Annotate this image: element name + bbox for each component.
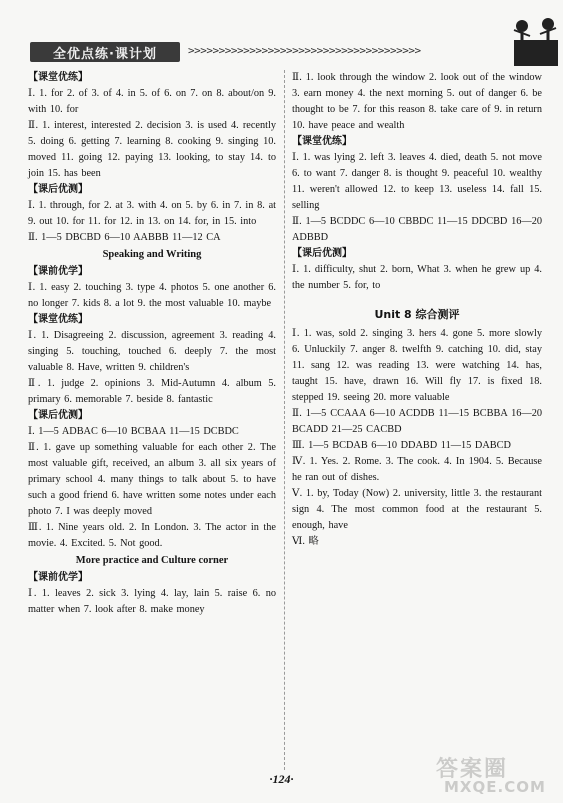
answer-item: Ⅱ. 1—5 CCAAA 6—10 ACDDB 11—15 BCBBA 16—20 BCADD 21—25 CACBD bbox=[292, 408, 542, 435]
answer-item: Ⅰ. 1. leaves 2. sick 3. lying 4. lay, lain 5. raise 6. no matter when 7. look after 8. make money bbox=[28, 588, 276, 615]
brand-banner: 全优点练·课计划 bbox=[30, 42, 180, 62]
section-label: 【课后优测】 bbox=[28, 410, 88, 421]
spacer bbox=[292, 294, 542, 304]
answer-item: Ⅲ. 1—5 BCDAB 6—10 DDABD 11—15 DABCD bbox=[292, 440, 511, 451]
header-arrow-rule: >>>>>>>>>>>>>>>>>>>>>>>>>>>>>>>>>>>>>> bbox=[188, 44, 421, 57]
answer-item: Ⅱ. 1. interest, interested 2. decision 3. is used 4. recently 5. doing 6. getting 7. learning 8. cooking 9. singing 10. moved 11. going 12. paying 13. looking, to stay 14. to join 15. has been bbox=[28, 120, 276, 179]
cartoon-figures-icon bbox=[504, 16, 563, 68]
answer-item: Ⅱ. 1—5 BCDDC 6—10 CBBDC 11—15 DDCBD 16—20 ADBBD bbox=[292, 216, 542, 243]
answer-item: Ⅰ. 1. through, for 2. at 3. with 4. on 5. by 6. in 7. in 8. at 9. out 10. for 11. for 12. in 13. on 14. for, in 15. into bbox=[28, 200, 276, 227]
answer-item: Ⅲ. 1. Nine years old. 2. In London. 3. The actor in the movie. 4. Excited. 5. Not good. bbox=[28, 522, 276, 549]
column-divider bbox=[284, 70, 285, 770]
page-number: ·124· bbox=[269, 772, 294, 786]
answer-item: Ⅵ. 略 bbox=[292, 536, 319, 547]
right-column bbox=[292, 70, 542, 550]
answer-item: Ⅰ. 1. Disagreeing 2. discussion, agreement 3. reading 4. singing 5. touching, touched 6. deeply 7. the most valuable 8. Have, written 9. children's bbox=[28, 330, 276, 373]
section-label: 【课后优测】 bbox=[28, 184, 88, 195]
answer-item: Ⅰ. 1. difficulty, shut 2. born, What 3. when he grew up 4. the number 5. for, to bbox=[292, 264, 542, 291]
left-column bbox=[28, 70, 276, 618]
watermark-text: 答案圈 bbox=[436, 757, 509, 782]
answer-item: Ⅱ. 1. look through the window 2. look out of the window 3. earn money 4. the next morning 5. out of danger 6. be thought to be 7. for this reason 8. take care of 9. in return 10. have peace and wealth bbox=[292, 72, 542, 131]
watermark-url: MXQE.COM bbox=[444, 778, 546, 796]
answer-item: Ⅱ. 1. gave up something valuable for each other 2. The most valuable gift, received, an album 3. all six years of primary school 4. many things to talk about 5. to have such a good friend 6. have written some notes under each photo 7. I was deeply moved bbox=[28, 442, 276, 517]
answer-item: Ⅰ. 1. was lying 2. left 3. leaves 4. died, death 5. not move 6. to want 7. danger 8. is thought 9. peaceful 10. wealthy 11. weren't allowed 12. to keep 13. useless 14. fall 15. selling bbox=[292, 152, 542, 211]
answer-item: Ⅰ. 1. for 2. of 3. of 4. in 5. of 6. on 7. on 8. about/on 9. with 10. for bbox=[28, 88, 276, 115]
section-label: 【课堂优练】 bbox=[28, 72, 88, 83]
lesson-heading: Speaking and Writing bbox=[102, 249, 202, 260]
answer-item: Ⅳ. 1. Yes. 2. Rome. 3. The cook. 4. In 1904. 5. Because he ran out of dishes. bbox=[292, 456, 542, 483]
lesson-heading: More practice and Culture corner bbox=[75, 555, 229, 566]
unit-heading: Unit 8 综合测评 bbox=[374, 308, 460, 321]
section-label: 【课前优学】 bbox=[28, 572, 88, 583]
page-header bbox=[24, 38, 534, 68]
site-watermark bbox=[426, 752, 556, 798]
answer-item: Ⅱ. 1. judge 2. opinions 3. Mid-Autumn 4. album 5. primary 6. memorable 7. beside 8. fantastic bbox=[28, 378, 276, 405]
section-label: 【课后优测】 bbox=[292, 248, 352, 259]
answer-item: Ⅰ. 1. was, sold 2. singing 3. hers 4. gone 5. more slowly 6. Unluckily 7. anger 8. twelfth 9. catching 10. did, stay 11. sang 12. was reading 13. were watching 14. has, taught 15. have, drawn 16. Will fly 17. is fixed 18. stepped 19. seeing 20. more valuable bbox=[292, 328, 542, 403]
answer-item: Ⅱ. 1—5 DBCBD 6—10 AABBB 11—12 CA bbox=[28, 232, 221, 243]
section-label: 【课前优学】 bbox=[28, 266, 88, 277]
answer-item: Ⅴ. 1. by, Today (Now) 2. university, little 3. the restaurant sign 4. The most common food at the restaurant 5. enough, have bbox=[292, 488, 542, 531]
answer-item: Ⅰ. 1. easy 2. touching 3. type 4. photos 5. one another 6. no longer 7. kids 8. a lot 9. the most valuable 10. maybe bbox=[28, 282, 276, 309]
answer-item: Ⅰ. 1—5 ADBAC 6—10 BCBAA 11—15 DCBDC bbox=[28, 426, 239, 437]
section-label: 【课堂优练】 bbox=[28, 314, 88, 325]
section-label: 【课堂优练】 bbox=[292, 136, 352, 147]
